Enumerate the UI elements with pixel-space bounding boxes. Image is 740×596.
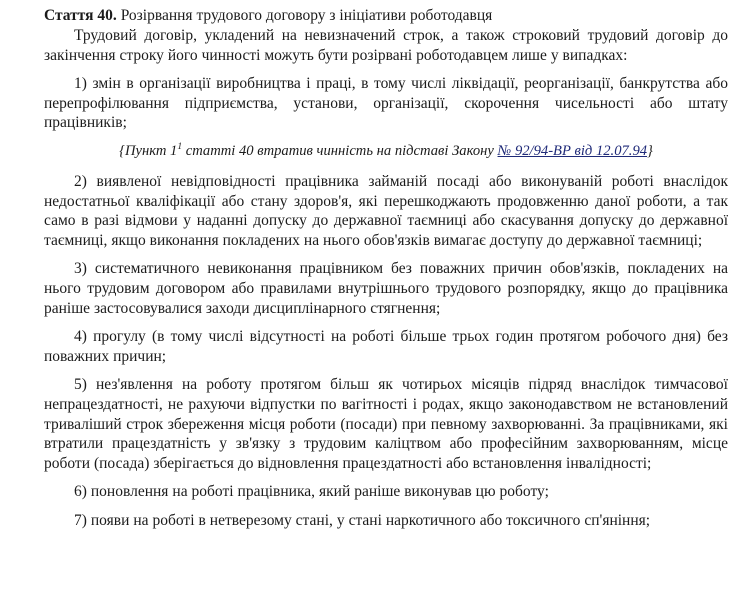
amendment-note-suffix: } [647, 142, 653, 159]
article-title: Розірвання трудового договору з ініціативи роботодавця [120, 7, 493, 24]
amendment-note [44, 142, 728, 161]
article-number-label: Стаття 40. [44, 7, 117, 24]
clause-item-2: 2) виявленої невідповідності працівника займаній посаді або виконуваній роботі внаслідок недостатньої кваліфікації або стану здоров'я, які перешкоджають продовженню даної роботи, а так само в разі відмови у наданні допуску до державної таємниці або скасування допуску до державної таємниці, якщо виконання покладених на нього обов'язків вимагає доступу до державної таємниці; [44, 172, 728, 249]
article-intro-paragraph: Трудовий договір, укладений на невизначений строк, а також строковий трудовий договір до закінчення строку його чинності можуть бути розірвані роботодавцем лише у випадках: [44, 27, 728, 64]
clause-item-1: 1) змін в організації виробництва і праці, в тому числі ліквідації, реорганізації, банкрутства або перепрофілювання підприємства, установи, організації, скорочення чисельності або штату працівників; [44, 75, 728, 132]
clause-item-4: 4) прогулу (в тому числі відсутності на роботі більше трьох годин протягом робочого дня) без поважних причин; [44, 328, 728, 365]
amendment-note-superscript: 1 [177, 142, 183, 153]
amendment-note-middle: статті 40 втратив чинність на підставі Закону [182, 142, 498, 159]
clause-item-5: 5) нез'явлення на роботу протягом більш як чотирьох місяців підряд внаслідок тимчасової непрацездатності, не рахуючи відпустки по вагітності і родах, якщо законодавством не встановлений триваліший строк збереження місця роботи (посади) при певному захворюванні. За працівниками, які втратили працездатність у зв'язку з трудовим каліцтвом або професійним захворюванням, місце роботи (посада) зберігається до відновлення працездатності або встановлення інвалідності; [44, 376, 728, 472]
amendment-note-prefix: {Пункт 1 [119, 142, 178, 159]
clause-item-6: 6) поновлення на роботі працівника, який раніше виконував цю роботу; [74, 483, 549, 501]
law-reference-link[interactable]: № 92/94-ВР від 12.07.94 [497, 142, 648, 159]
article-heading [44, 6, 728, 25]
clause-item-7: 7) появи на роботі в нетверезому стані, у стані наркотичного або токсичного сп'яніння; [74, 511, 651, 529]
clause-item-3: 3) систематичного невиконання працівником без поважних причин обов'язків, покладених на нього трудовим договором або правилами внутрішнього трудового розпорядку, якщо до працівника раніше застосовувалися заходи дисциплінарного стягнення; [44, 260, 728, 317]
